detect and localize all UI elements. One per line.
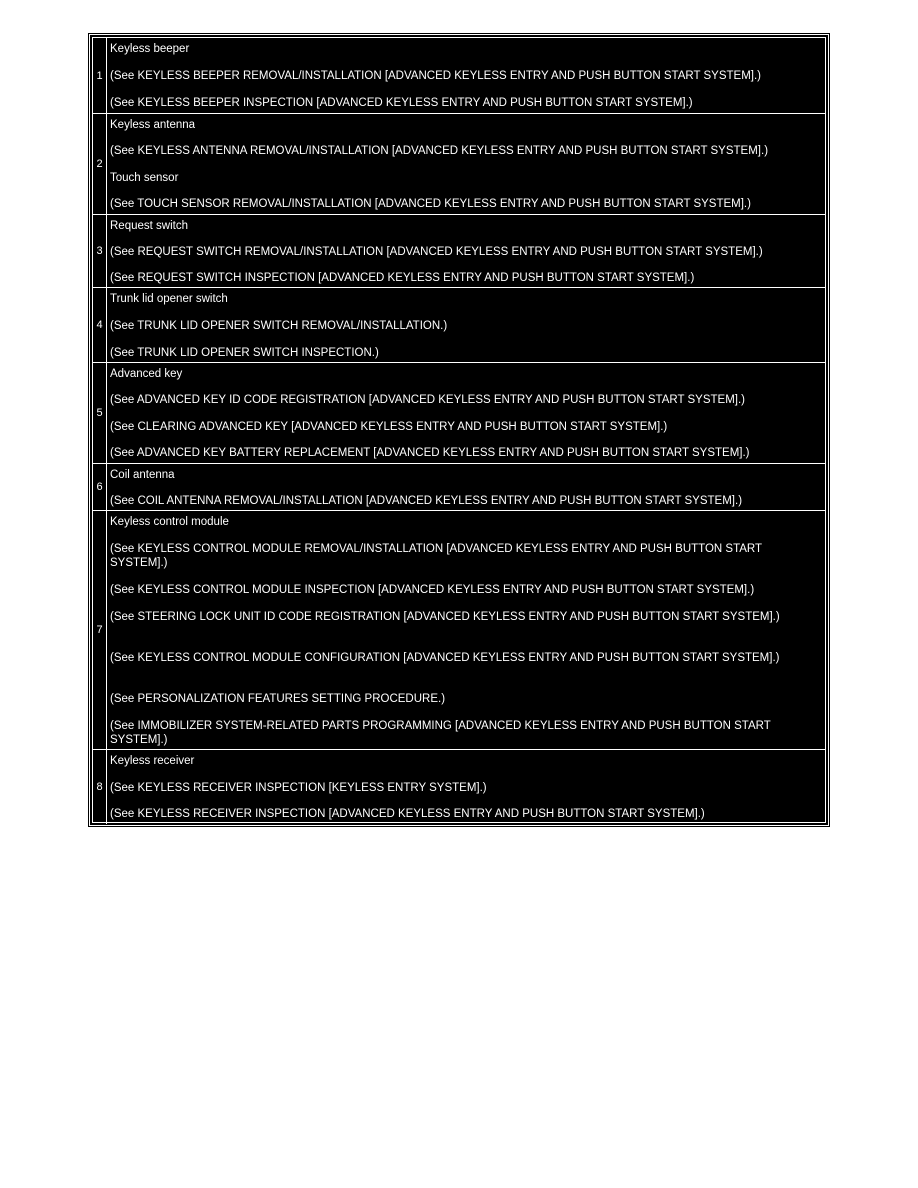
table-row — [93, 38, 825, 114]
reference-link[interactable]: (See REQUEST SWITCH INSPECTION [ADVANCED KEYLESS ENTRY AND PUSH BUTTON START SYSTEM].) — [110, 272, 695, 284]
row-number: 8 — [93, 750, 107, 824]
reference-link[interactable]: (See KEYLESS CONTROL MODULE CONFIGURATION [ADVANCED KEYLESS ENTRY AND PUSH BUTTON START SYSTEM].) — [110, 652, 780, 664]
row-number: 7 — [93, 511, 107, 749]
row-content — [107, 464, 825, 510]
reference-link[interactable]: (See TRUNK LID OPENER SWITCH REMOVAL/INSTALLATION.) — [110, 320, 448, 332]
component-name: Trunk lid opener switch — [110, 293, 228, 305]
row-content — [107, 215, 825, 287]
row-number: 3 — [93, 215, 107, 287]
reference-link[interactable]: (See PERSONALIZATION FEATURES SETTING PROCEDURE.) — [110, 693, 446, 705]
reference-link[interactable]: (See STEERING LOCK UNIT ID CODE REGISTRATION [ADVANCED KEYLESS ENTRY AND PUSH BUTTON START SYSTEM].) — [110, 611, 780, 623]
table-row — [93, 288, 825, 363]
reference-link[interactable]: (See TRUNK LID OPENER SWITCH INSPECTION.) — [110, 347, 379, 359]
table-body — [92, 37, 826, 823]
reference-link[interactable]: (See KEYLESS CONTROL MODULE INSPECTION [ADVANCED KEYLESS ENTRY AND PUSH BUTTON START SYSTEM].) — [110, 584, 755, 596]
reference-link[interactable]: (See TOUCH SENSOR REMOVAL/INSTALLATION [ADVANCED KEYLESS ENTRY AND PUSH BUTTON START SYSTEM].) — [110, 198, 751, 210]
reference-link[interactable]: (See ADVANCED KEY BATTERY REPLACEMENT [ADVANCED KEYLESS ENTRY AND PUSH BUTTON START SYSTEM].) — [110, 447, 750, 459]
table-row — [93, 750, 825, 824]
reference-link[interactable]: (See KEYLESS RECEIVER INSPECTION [KEYLESS ENTRY SYSTEM].) — [110, 782, 487, 794]
row-content — [107, 288, 825, 362]
component-name: Coil antenna — [110, 469, 175, 481]
reference-link[interactable]: (See KEYLESS ANTENNA REMOVAL/INSTALLATION [ADVANCED KEYLESS ENTRY AND PUSH BUTTON START SYSTEM].) — [110, 145, 769, 157]
row-number: 5 — [93, 363, 107, 463]
table-row — [93, 363, 825, 464]
reference-link[interactable]: (See KEYLESS BEEPER INSPECTION [ADVANCED KEYLESS ENTRY AND PUSH BUTTON START SYSTEM].) — [110, 97, 693, 109]
component-name: Touch sensor — [110, 172, 179, 184]
component-name: Keyless antenna — [110, 119, 196, 131]
reference-link[interactable]: (See REQUEST SWITCH REMOVAL/INSTALLATION [ADVANCED KEYLESS ENTRY AND PUSH BUTTON START SYSTEM].) — [110, 246, 763, 258]
reference-link[interactable]: (See KEYLESS CONTROL MODULE REMOVAL/INSTALLATION [ADVANCED KEYLESS ENTRY AND PUSH BUTTON START SYSTEM].) — [110, 543, 762, 569]
component-name: Keyless receiver — [110, 755, 195, 767]
parts-reference-table — [89, 34, 829, 826]
table-row — [93, 464, 825, 511]
row-content — [107, 750, 825, 824]
reference-link[interactable]: (See KEYLESS RECEIVER INSPECTION [ADVANCED KEYLESS ENTRY AND PUSH BUTTON START SYSTEM].) — [110, 808, 705, 820]
row-content — [107, 38, 825, 113]
reference-link[interactable]: (See CLEARING ADVANCED KEY [ADVANCED KEYLESS ENTRY AND PUSH BUTTON START SYSTEM].) — [110, 421, 668, 433]
reference-link[interactable]: (See COIL ANTENNA REMOVAL/INSTALLATION [ADVANCED KEYLESS ENTRY AND PUSH BUTTON START SYSTEM].) — [110, 495, 743, 507]
component-name: Advanced key — [110, 368, 183, 380]
component-name: Request switch — [110, 220, 188, 232]
table-row — [93, 114, 825, 215]
component-name: Keyless beeper — [110, 43, 190, 55]
row-content — [107, 363, 825, 463]
table-row — [93, 215, 825, 288]
row-content — [107, 114, 825, 214]
component-name: Keyless control module — [110, 516, 229, 528]
row-number: 4 — [93, 288, 107, 362]
reference-link[interactable]: (See IMMOBILIZER SYSTEM-RELATED PARTS PROGRAMMING [ADVANCED KEYLESS ENTRY AND PUSH BUTTON START SYSTEM].) — [110, 720, 771, 746]
row-number: 2 — [93, 114, 107, 214]
row-number: 1 — [93, 38, 107, 113]
row-content — [107, 511, 825, 749]
row-number: 6 — [93, 464, 107, 510]
table-row — [93, 511, 825, 750]
reference-link[interactable]: (See KEYLESS BEEPER REMOVAL/INSTALLATION [ADVANCED KEYLESS ENTRY AND PUSH BUTTON START SYSTEM].) — [110, 70, 761, 82]
reference-link[interactable]: (See ADVANCED KEY ID CODE REGISTRATION [ADVANCED KEYLESS ENTRY AND PUSH BUTTON START SYSTEM].) — [110, 394, 745, 406]
